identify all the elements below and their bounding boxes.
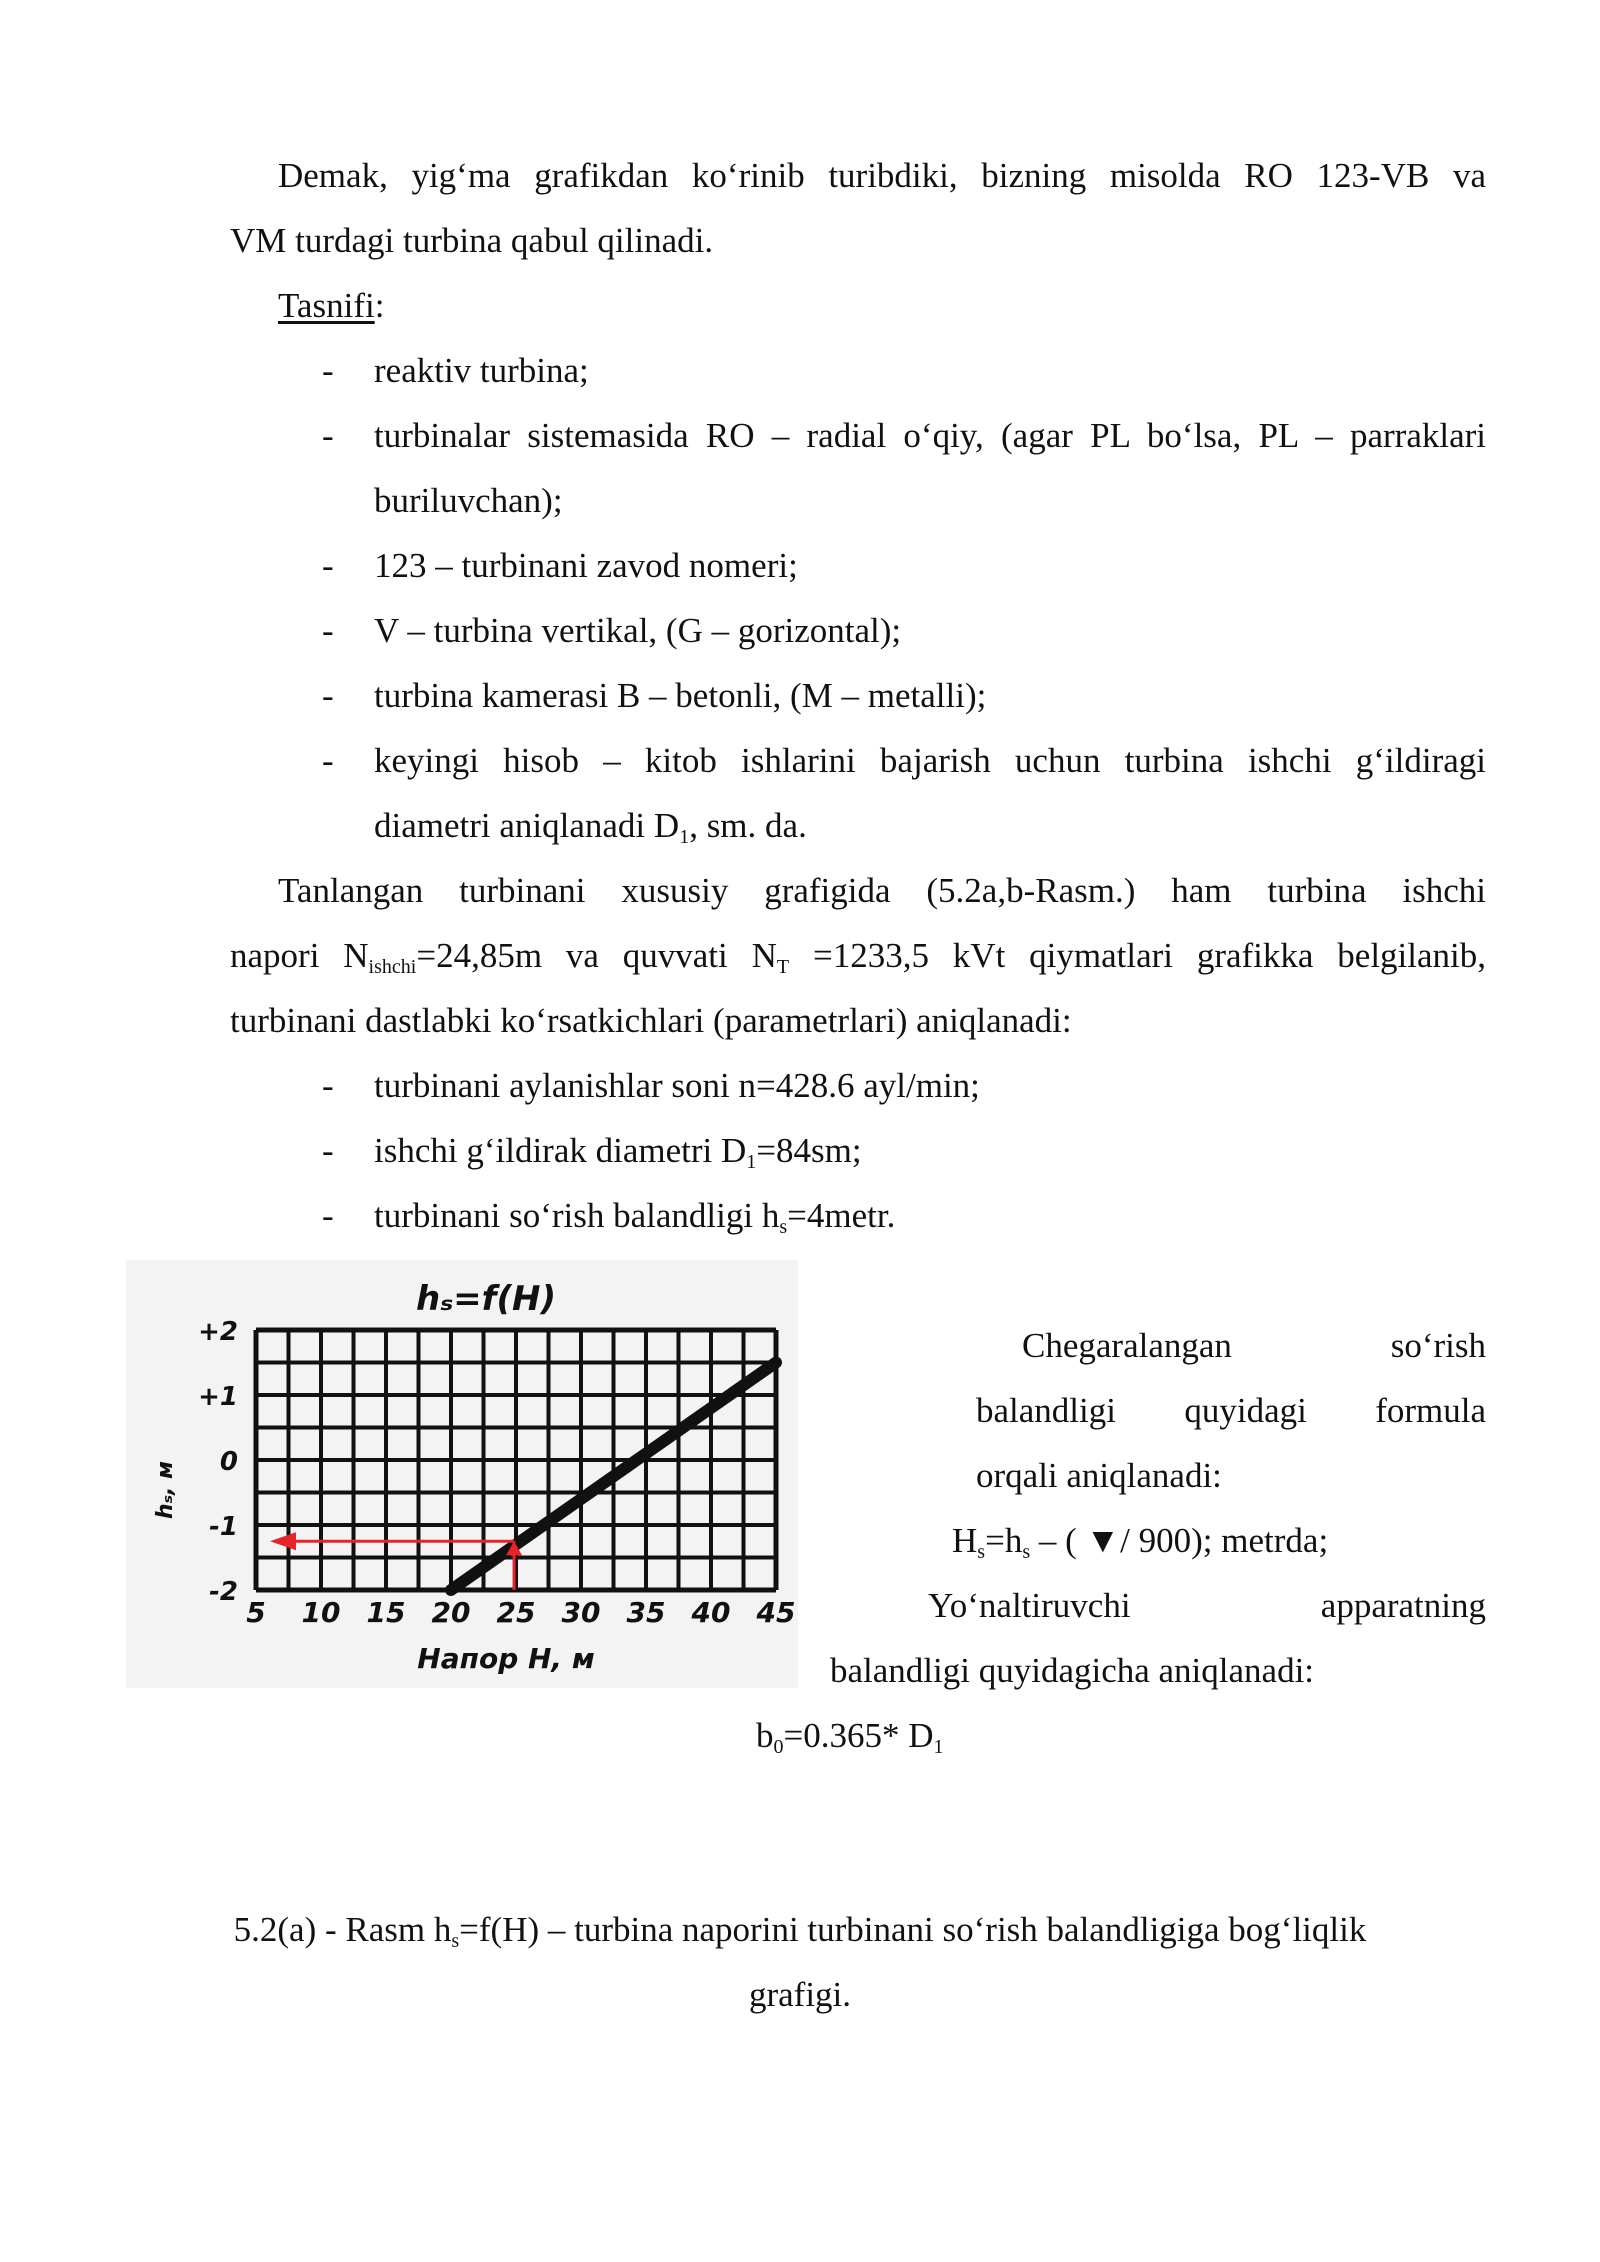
chart-x-ticks bbox=[246, 1596, 795, 1629]
series-point bbox=[645, 1453, 647, 1455]
list2-dash-1: - bbox=[322, 1066, 334, 1105]
figure-caption-line2: grafigi. bbox=[748, 1975, 852, 2014]
y-tick-label: +1 bbox=[198, 1382, 238, 1412]
list1-item-3: 123 – turbinani zavod nomeri; bbox=[374, 546, 798, 585]
list1-dash-5: - bbox=[322, 676, 334, 715]
chart-title: hₛ=f(H) bbox=[416, 1279, 556, 1319]
series-point bbox=[580, 1498, 582, 1500]
para2-line3: turbinani dastlabki ko‘rsatkichlari (parametrlari) aniqlanadi: bbox=[230, 1001, 1072, 1040]
right-line5: Yo‘naltiruvchi apparatning bbox=[928, 1586, 1486, 1625]
x-tick-label: 30 bbox=[561, 1596, 601, 1629]
para2-line2: napori $N_{ishchi}=24,85m$ va quvvati $N_T =1233,5$ kVt qiymatlari grafikka belgilanib, bbox=[230, 936, 1486, 978]
list1-item-2: turbinalar sistemasida RO – radial o‘qiy, (agar PL bo‘lsa, PL – parraklari bbox=[374, 416, 1486, 455]
list1-dash-3: - bbox=[322, 546, 334, 585]
x-tick-label: 10 bbox=[301, 1596, 341, 1629]
list2-item-3: turbinani so‘rish balandligi $h_s=4metr$. bbox=[374, 1196, 896, 1238]
series-point bbox=[710, 1407, 712, 1409]
y-tick-label: -2 bbox=[209, 1577, 238, 1607]
right-line3: orqali aniqlanadi: bbox=[976, 1456, 1222, 1495]
para1-line2: VM turdagi turbina qabul qilinadi. bbox=[230, 221, 714, 260]
list2-item-1: turbinani aylanishlar soni n=428.6 ayl/min; bbox=[374, 1066, 980, 1105]
list1-item-5: turbina kamerasi B – betonli, (M – metalli); bbox=[374, 676, 987, 715]
list2-dash-3: - bbox=[322, 1196, 334, 1235]
list1-dash-1: - bbox=[322, 351, 334, 390]
y-tick-label: 0 bbox=[219, 1447, 238, 1477]
tasnifi-colon: : bbox=[374, 286, 385, 325]
right-line2: balandligi quyidagi formula bbox=[976, 1391, 1486, 1430]
series-point bbox=[775, 1362, 777, 1364]
y-tick-label: -1 bbox=[209, 1512, 238, 1542]
list1-item-1: reaktiv turbina; bbox=[374, 351, 589, 390]
list1-dash-4: - bbox=[322, 611, 334, 650]
list1-item-2-cont: buriluvchan); bbox=[374, 481, 563, 520]
list1-dash-2: - bbox=[322, 416, 334, 455]
right-line6: balandligi quyidagicha aniqlanadi: bbox=[830, 1651, 1315, 1690]
list2-dash-2: - bbox=[322, 1131, 334, 1170]
chart-svg bbox=[126, 1260, 798, 1688]
list1-item-6-cont: diametri aniqlanadi $D_1$, sm. da. bbox=[374, 806, 807, 848]
list1-dash-6: - bbox=[322, 741, 334, 780]
tasnifi-label: Tasnifi bbox=[278, 286, 375, 325]
formula-hs: $H_s=h_s$ – ( ▼/ 900); metrda; bbox=[952, 1521, 1329, 1563]
x-tick-label: 25 bbox=[496, 1596, 536, 1629]
x-tick-label: 20 bbox=[431, 1596, 471, 1629]
list1-item-4: V – turbina vertikal, (G – gorizontal); bbox=[374, 611, 902, 650]
list2-item-2: ishchi g‘ildirak diametri $D_1=84sm$; bbox=[374, 1131, 862, 1173]
series-point bbox=[450, 1589, 452, 1591]
list1-item-6: keyingi hisob – kitob ishlarini bajarish uchun turbina ishchi g‘ildiragi bbox=[374, 741, 1486, 780]
x-tick-label: 15 bbox=[366, 1596, 406, 1629]
x-tick-label: 40 bbox=[691, 1596, 731, 1629]
para2-line1: Tanlangan turbinani xususiy grafigida (5.2a,b-Rasm.) ham turbina ishchi bbox=[278, 871, 1486, 910]
para1-line1: Demak, yig‘ma grafikdan ko‘rinib turibdiki, bizning misolda RO 123-VB va bbox=[278, 156, 1486, 195]
formula-b0: $b_0=0.365*$ $D_1$ bbox=[756, 1716, 944, 1758]
y-tick-label: +2 bbox=[198, 1317, 238, 1347]
x-tick-label: 35 bbox=[626, 1596, 666, 1629]
x-tick-label: 5 bbox=[246, 1596, 266, 1629]
figure-hs-chart bbox=[126, 1260, 798, 1688]
chart-y-label: hₛ, м bbox=[153, 1460, 178, 1520]
tasnifi-heading bbox=[278, 286, 384, 326]
right-line1: Chegaralangan so‘rish bbox=[1022, 1326, 1486, 1365]
chart-x-label: Напор H, м bbox=[417, 1642, 595, 1675]
figure-caption-line1: 5.2(a) - Rasm $h_s=f(H)$ – turbina naporini turbinani so‘rish balandligiga bog‘liqlik bbox=[233, 1910, 1367, 1952]
x-tick-label: 45 bbox=[756, 1596, 796, 1629]
